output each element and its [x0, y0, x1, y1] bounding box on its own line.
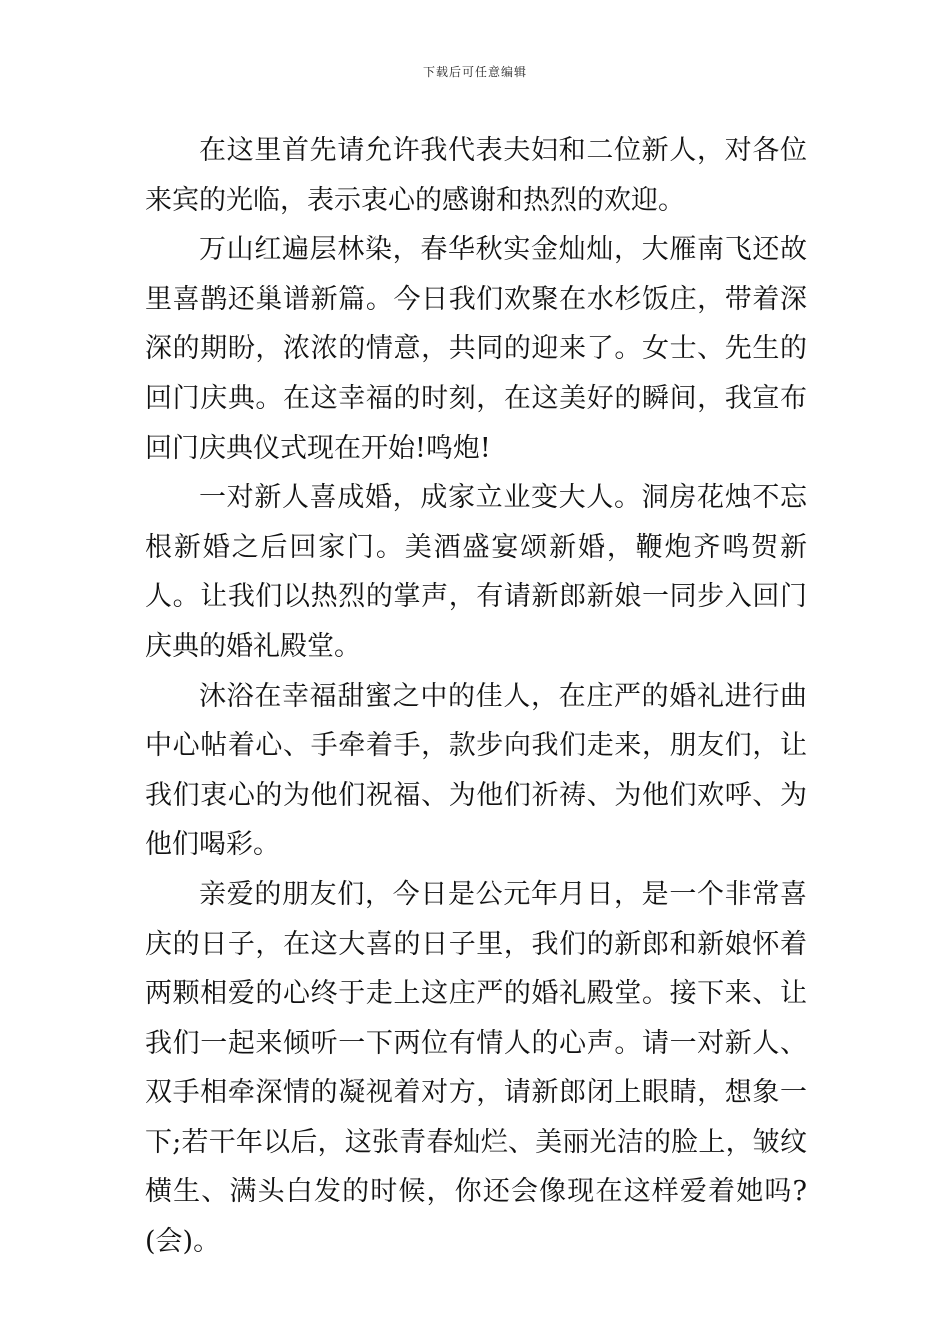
paragraph-2: 万山红遍层林染，春华秋实金灿灿，大雁南飞还故里喜鹊还巢谱新篇。今日我们欢聚在水杉饭庄，带着深深的期盼，浓浓的情意，共同的迎来了。女士、先生的回门庆典。在这幸福的时刻，在这美好的瞬间，我宣布回门庆典仪式现在开始!鸣炮!	[145, 234, 807, 464]
paragraph-1: 在这里首先请允许我代表夫妇和二位新人，对各位来宾的光临，表示衷心的感谢和热烈的欢迎。	[145, 135, 807, 216]
header-note: 下载后可任意编辑	[422, 65, 527, 79]
paragraph-5: 亲爱的朋友们，今日是公元年月日，是一个非常喜庆的日子，在这大喜的日子里，我们的新郎和新娘怀着两颗相爱的心终于走上这庄严的婚礼殿堂。接下来、让我们一起来倾听一下两位有情人的心声。请一对新人、双手相牵深情的凝视着对方，请新郎闭上眼睛，想象一下;若干年以后，这张青春灿烂、美丽光洁的脸上，皱纹横生、满头白发的时候，你还会像现在这样爱着她吗?(会)。	[145, 878, 807, 1258]
document-body	[145, 126, 807, 1267]
paragraph-3: 一对新人喜成婚，成家立业变大人。洞房花烛不忘根新婚之后回家门。美酒盛宴颂新婚，鞭炮齐鸣贺新人。让我们以热烈的掌声，有请新郎新娘一同步入回门庆典的婚礼殿堂。	[145, 482, 807, 662]
paragraph-4: 沐浴在幸福甜蜜之中的佳人，在庄严的婚礼进行曲中心帖着心、手牵着手，款步向我们走来，朋友们，让我们衷心的为他们祝福、为他们祈祷、为他们欢呼、为他们喝彩。	[145, 680, 807, 861]
